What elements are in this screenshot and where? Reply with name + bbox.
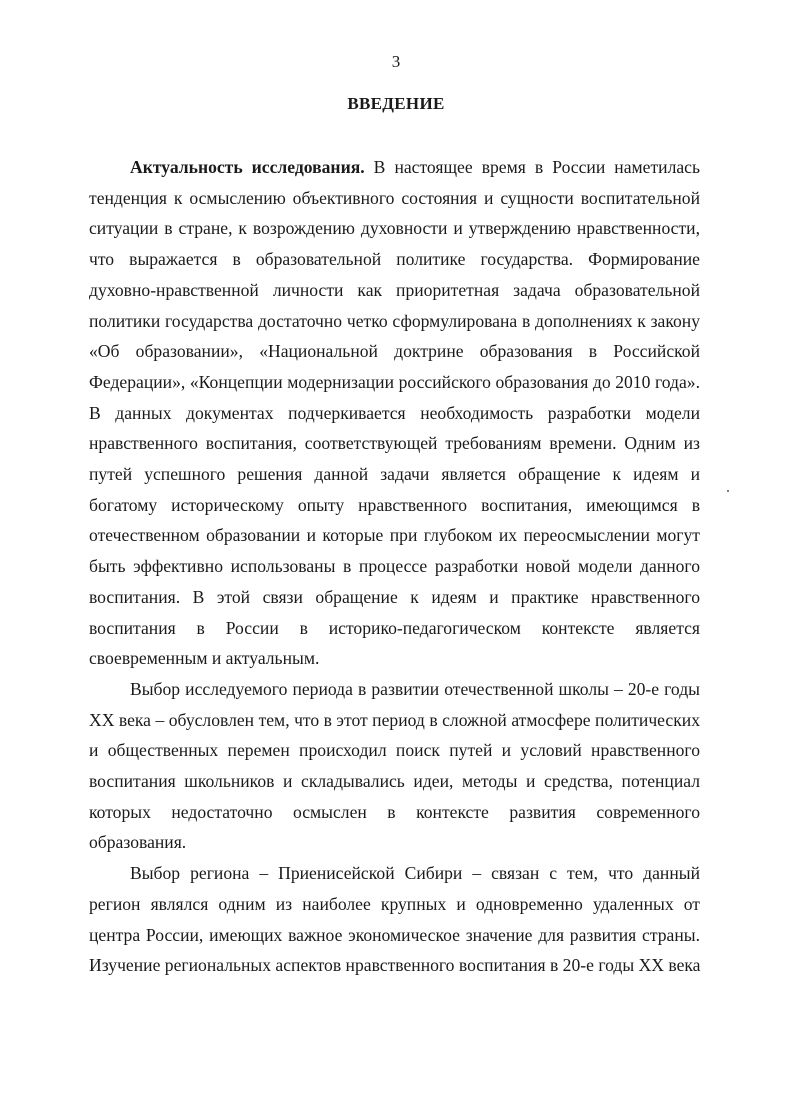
paragraph-line: что выражается в образовательной политике государства. Формирование [89,249,700,270]
paragraph-line: воспитания в России в историко-педагогическом контексте является [89,617,700,638]
paragraph-line: Изучение региональных аспектов нравственного воспитания в 20-е годы XX века [89,955,701,976]
paragraph-line: богатому историческому опыту нравственного воспитания, имеющимся в [89,494,700,515]
paragraph-line: быть эффективно использованы в процессе разработки новой модели данного [89,556,700,577]
paragraph-line: XX века – обусловлен тем, что в этот период в сложной атмосфере политических [89,709,700,730]
paragraph-text: В настоящее время в России наметилась [364,157,700,177]
paragraph-line: путей успешного решения данной задачи является обращение к идеям и [89,464,700,485]
paragraph-line: политики государства достаточно четко сформулирована в дополнениях к закону [89,310,700,331]
paragraph-line: Выбор региона – Приенисейской Сибири – связан с тем, что данный [130,863,700,884]
paragraph-line [89,152,700,183]
paragraph-line: которых недостаточно осмыслен в контексте развития современного [89,801,700,822]
paragraph-line: духовно-нравственной личности как приоритетная задача образовательной [89,279,700,300]
paragraph-line: образования. [89,832,187,853]
paragraph-line: Федерации», «Концепции модернизации российского образования до 2010 года». [89,371,700,392]
paragraph-line: ситуации в стране, к возрождению духовности и утверждению нравственности, [89,218,700,239]
paragraph-line: воспитания. В этой связи обращение к идеям и практике нравственного [89,586,700,607]
paragraph-line: отечественном образовании и которые при глубоком их переосмыслении могут [89,525,700,546]
paragraph-region [89,858,700,981]
section-heading: ВВЕДЕНИЕ [347,94,445,113]
paragraph-line: воспитания школьников и складывались идеи, методы и средства, потенциал [89,771,700,792]
paragraph-line: «Об образовании», «Национальной доктрине образования в Российской [89,341,700,362]
lead-phrase: Актуальность исследования. [130,157,365,177]
paragraph-line: В данных документах подчеркивается необходимость разработки модели [89,402,700,423]
paragraph-line: нравственного воспитания, соответствующей требованиям времени. Одним из [89,433,700,454]
page-number: 3 [391,52,401,71]
paragraph-line: Выбор исследуемого периода в развитии отечественной школы – 20-е годы [130,678,700,699]
paragraph-period [89,674,700,858]
paragraph-line: своевременным и актуальным. [89,648,320,669]
body-text [89,152,700,981]
paragraph-line: центра России, имеющих важное экономическое значение для развития страны. [89,924,700,945]
paragraph-line: тенденция к осмыслению объективного состояния и сущности воспитательной [89,187,700,208]
paragraph-relevance [89,152,700,674]
paragraph-line: регион являлся одним из наиболее крупных и одновременно удаленных от [89,893,700,914]
scan-speck [727,490,729,492]
paragraph-line: и общественных перемен происходил поиск путей и условий нравственного [89,740,700,761]
